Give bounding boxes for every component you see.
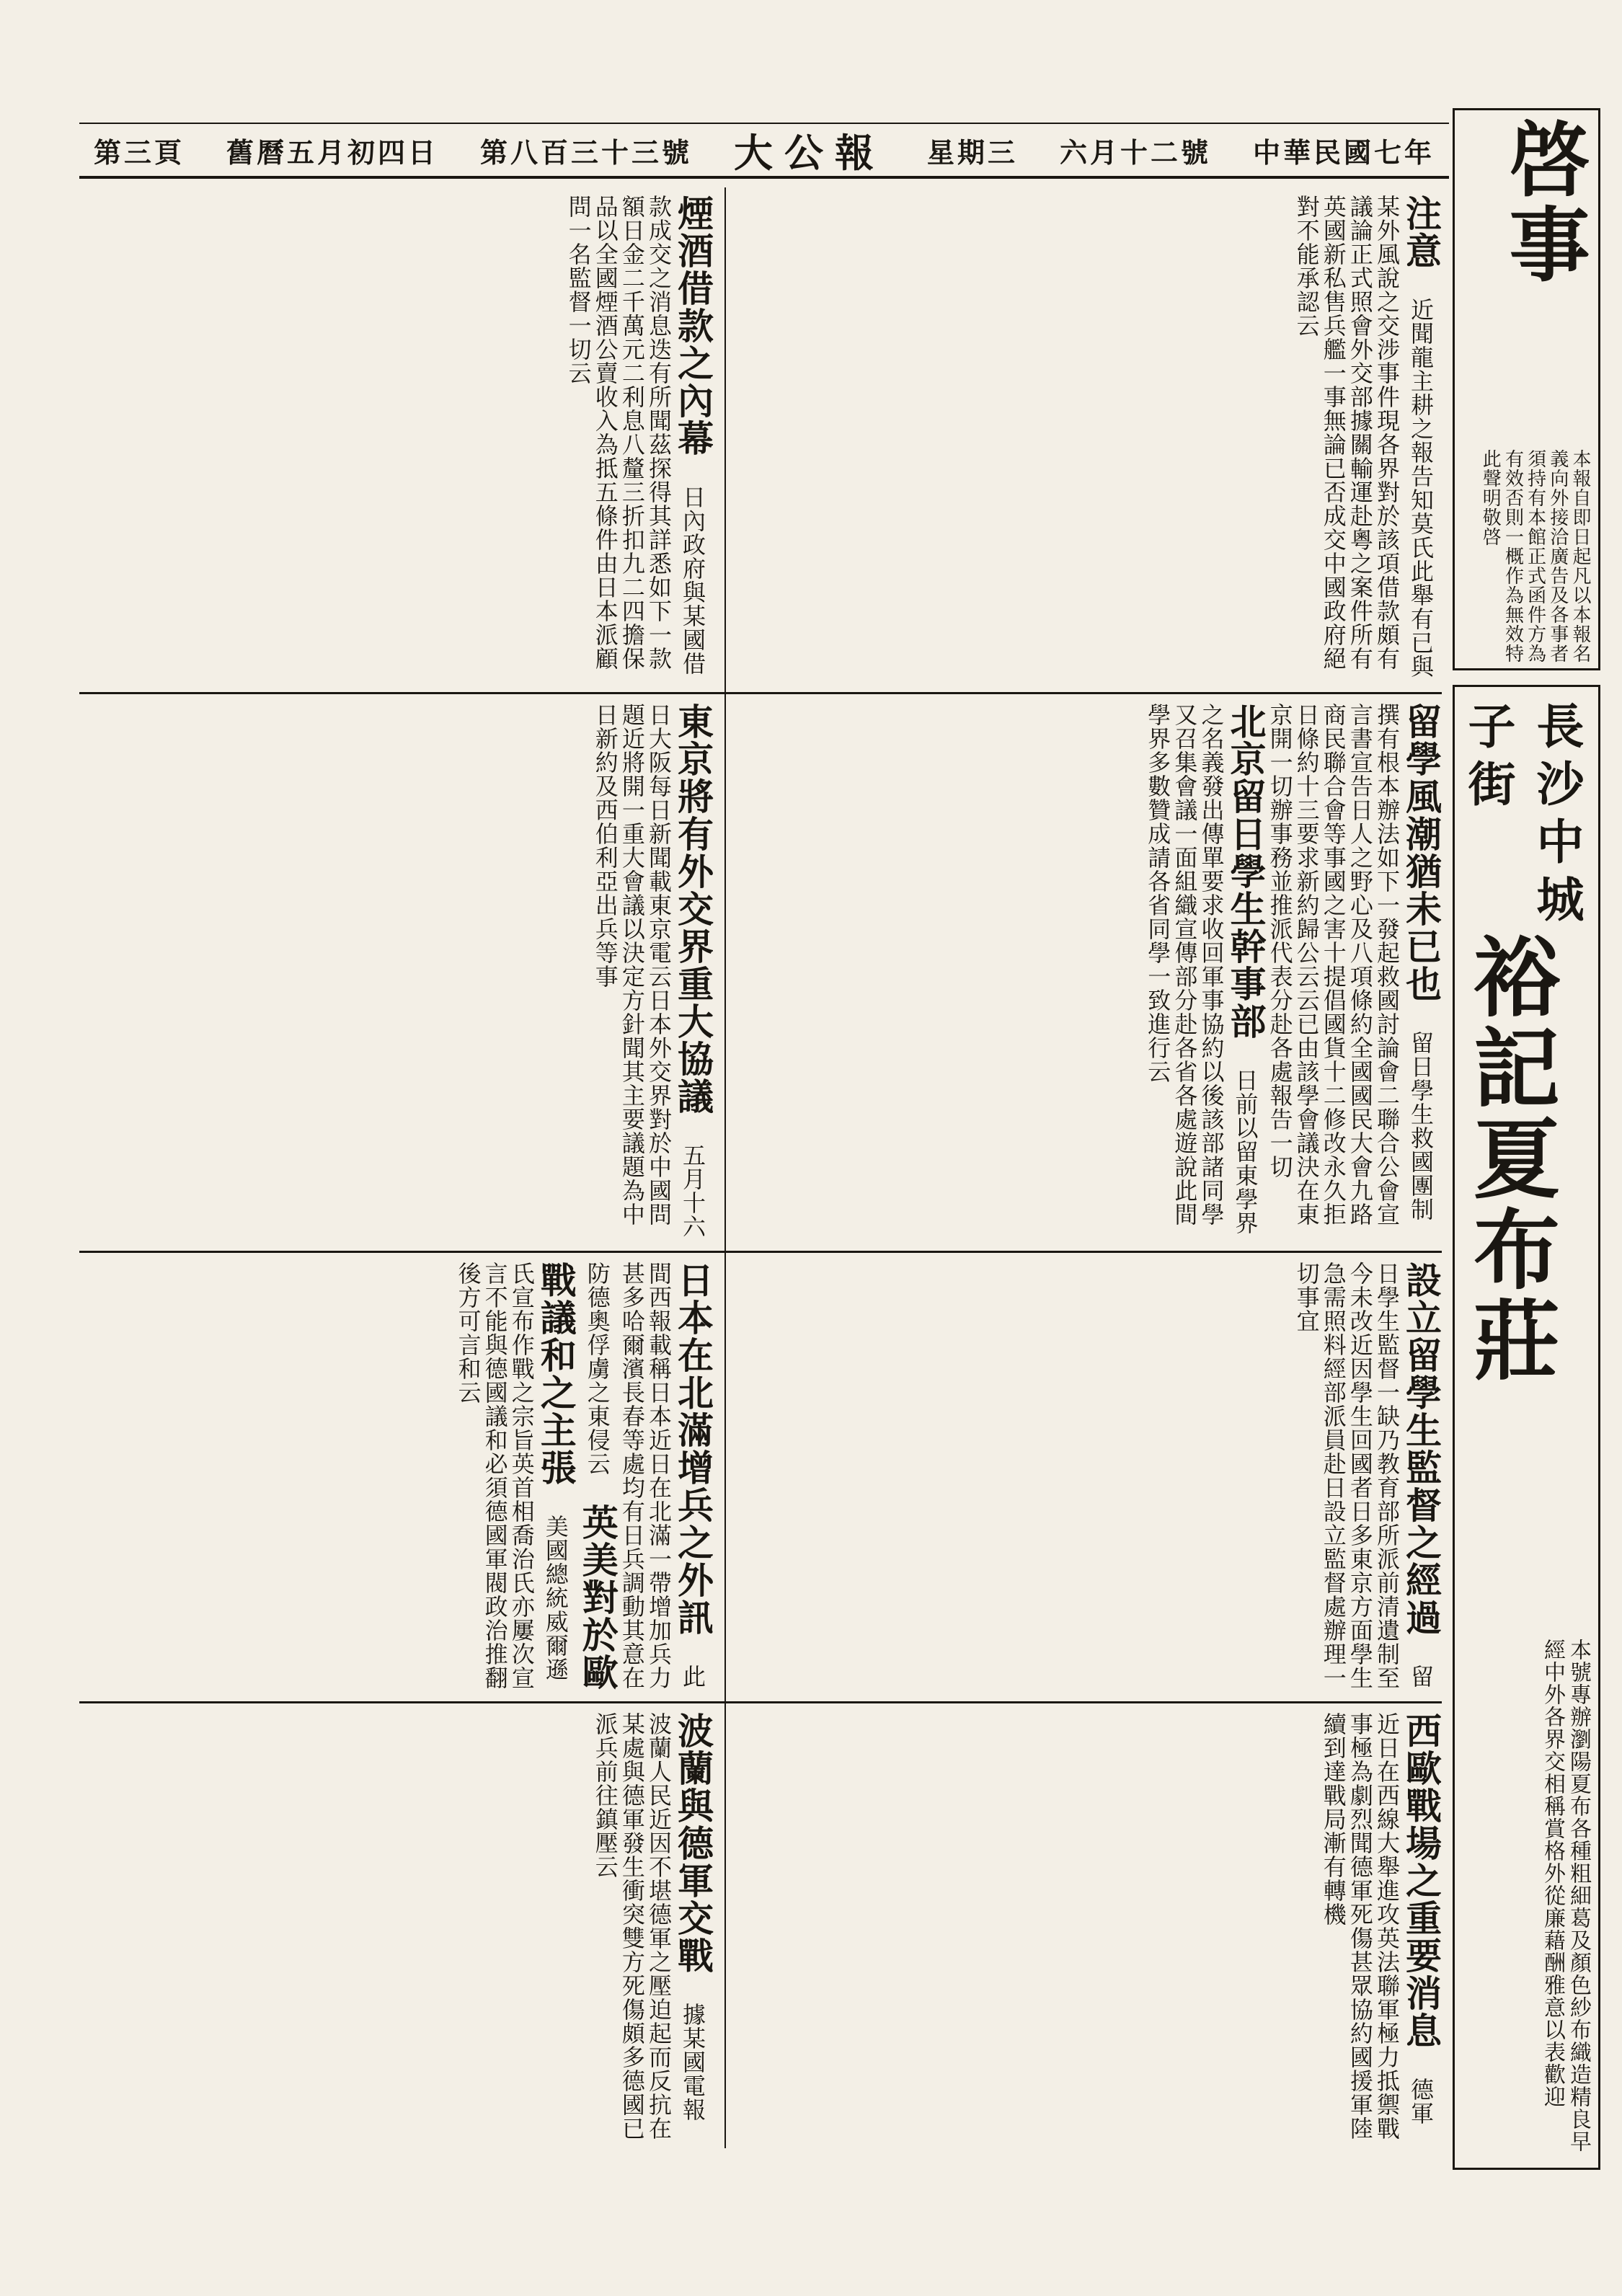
column-divider xyxy=(724,187,726,2148)
article-body: 美國總統威爾遜氏宣布作戰之宗旨英首相喬治氏亦屢次宣言不能與德國議和必須德國軍閥政治推翻後方可言和云 xyxy=(454,1262,570,1690)
shop-ad-text: 本號專辦瀏陽夏布各種粗細葛及顏色紗布織造精良早經中外各界交相稱賞格外從廉藉酬雅意以表歡迎 xyxy=(1540,1639,1591,2153)
article-western-front xyxy=(743,1712,1442,2145)
article-body: 留日學生監督一缺乃教育部所派前清遺制至今未改近因學生回國者日多東京方面學生急需照料經部派員赴日設立監督處辦理一切事宜 xyxy=(1293,1262,1435,1690)
date: 六月十二號 xyxy=(1059,136,1211,169)
column-rule xyxy=(79,1701,1442,1703)
article-poland xyxy=(79,1712,714,2145)
article-title: 波蘭與德軍交戰 xyxy=(672,1712,714,1974)
article-students xyxy=(743,703,1442,1244)
article-title: 注意 xyxy=(1400,195,1442,270)
article-title: 設立留學生監督之經過 xyxy=(1400,1262,1442,1636)
article-title: 煙酒借款之內幕 xyxy=(672,195,714,457)
article-title: 東京將有外交界重大協議 xyxy=(672,703,714,1115)
advertisement-column xyxy=(1453,108,1600,2170)
article-body: 近聞龍主耕之報告知莫氏此舉有已與某外風說之交涉事件現各界對於該項借款頗有議論正式照會外交部據關輸運赴粵之案件所有英國新私售兵艦一事無論已否成交中國政府絕對不能承認云 xyxy=(1293,195,1435,678)
shop-name: 裕記夏布莊 xyxy=(1459,932,1561,1386)
article-body: 德軍近日在西線大舉進攻英法聯軍極力抵禦戰事極為劇烈聞德軍死傷甚眾協約國援軍陸續到達戰局漸有轉機 xyxy=(1319,1712,1435,2140)
issue-number: 第八百三十三號 xyxy=(480,136,693,169)
masthead: 大公報 xyxy=(734,129,885,176)
shop-ad xyxy=(1453,685,1600,2170)
article-tokyo xyxy=(79,703,714,1244)
shop-location: 長沙中城子街 xyxy=(1460,701,1585,932)
page-label: 第三頁 xyxy=(94,136,185,169)
article-body: 此間西報載稱日本近日在北滿一帶增加兵力甚多哈爾濱長春等處均有日兵調動其意在防德奧俘虜之東侵云 xyxy=(583,1262,706,1690)
article-supervisor xyxy=(743,1262,1442,1694)
article-notice xyxy=(743,195,1442,685)
article-title: 英美對於歐戰議和之主張 xyxy=(534,1262,619,1691)
article-body: 據某國電報波蘭人民近因不堪德軍之壓迫起而反抗在某處與德軍發生衝突雙方死傷頗多德國已派兵前往鎮壓云 xyxy=(591,1712,706,2140)
article-body: 五月十六日大阪每日新聞載東京電云日本外交界對於中國問題近將開一重大會議以決定方針聞其主要議題為中日新約及西伯利亞出兵等事 xyxy=(591,703,706,1238)
column-rule xyxy=(79,1251,1442,1253)
notice-ad-title: 啓事 xyxy=(1496,118,1590,288)
article-body: 日內政府與某國借款成交之消息迭有所聞茲探得其詳悉如下一款額日金二千萬元二利息八釐三折扣九二四擔保品以全國煙酒公賣收入為抵五條件由日本派顧問一名監督一切云 xyxy=(564,195,706,675)
article-body: 日前以留東學界之名義發出傳單要求收回軍事協約以後該部諸同學又召集會議一面組織宣傳部分赴各省各處遊說此間學界多數贊成請各省同學一致進行云 xyxy=(1144,703,1259,1235)
article-title: 西歐戰場之重要消息 xyxy=(1400,1712,1442,2049)
year: 中華民國七年 xyxy=(1252,136,1435,169)
notice-ad-text: 本報自即日起凡以本報名義向外接洽廣告及各事者須持有本館正式函件方為有效否則一概作為無效特此聲明敬啓 xyxy=(1479,449,1591,663)
page-header xyxy=(79,123,1449,179)
weekday: 星期三 xyxy=(926,136,1018,169)
article-title: 日本在北滿增兵之外訊 xyxy=(672,1262,714,1636)
article-title: 留學風潮猶未已也 xyxy=(1400,703,1442,1003)
article-loan xyxy=(79,195,714,685)
article-body: 留日學生救國團制撰有根本辦法如下一發起救國討論會二聯合公會宣言書宣告日人之野心及八項條約全國國民大會九路商民聯合會等事國之害十提倡國貨十二修改永久拒日條約十三要求新約歸公云云已由該學會議決在東京開一切辦事務並推派代表分赴各處報告一切 xyxy=(1266,703,1435,1226)
article-manchuria xyxy=(79,1262,714,1694)
lunar-date: 舊曆五月初四日 xyxy=(226,136,439,169)
notice-ad xyxy=(1453,108,1600,670)
article-title: 北京留日學生幹事部 xyxy=(1224,703,1267,1040)
column-rule xyxy=(79,692,1442,694)
